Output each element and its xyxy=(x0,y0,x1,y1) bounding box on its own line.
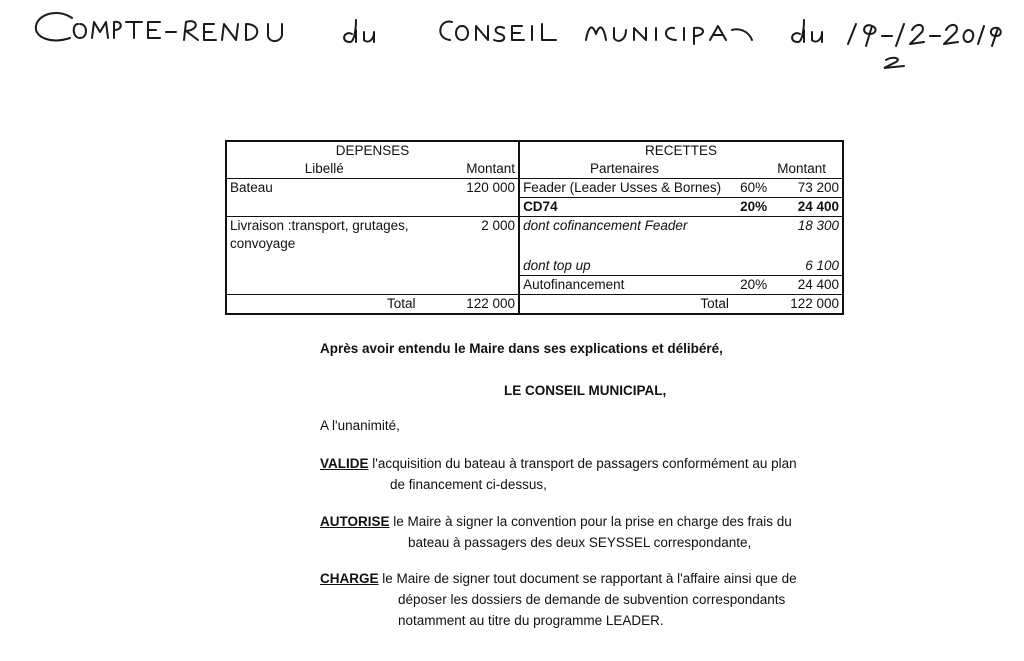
cell-libelle: Livraison :transport, grutages, convoyage xyxy=(226,217,422,276)
cell-pct: 20% xyxy=(729,198,778,217)
charge-line3: notamment au titre du programme LEADER. xyxy=(398,613,664,628)
charge-line1: le Maire de signer tout document se rapportant à l'affaire ainsi que de xyxy=(378,571,797,586)
total-montant-rec: 122 000 xyxy=(778,294,843,314)
cell-montant xyxy=(422,198,520,217)
cell-pct xyxy=(729,235,778,275)
cell-partenaire: dont top up xyxy=(523,257,591,273)
valide-keyword: VALIDE xyxy=(320,456,369,471)
valide-paragraph xyxy=(320,453,843,495)
cell-montant xyxy=(422,275,520,294)
valide-line1: l'acquisition du bateau à transport de passagers conformément au plan xyxy=(368,456,797,471)
cell-montant: 2 000 xyxy=(422,217,520,276)
total-label-rec: Total xyxy=(519,294,729,314)
table-total-row xyxy=(226,294,843,314)
col-montant-dep: Montant xyxy=(422,160,520,179)
council-title: LE CONSEIL MUNICIPAL, xyxy=(504,383,667,398)
cell-montant-rec: 73 200 xyxy=(778,179,843,198)
cell-partenaire: Autofinancement xyxy=(519,275,729,294)
cell-pct xyxy=(729,217,778,236)
autorise-paragraph xyxy=(320,511,843,553)
intro-text: Après avoir entendu le Maire dans ses explications et délibéré, xyxy=(320,341,723,356)
cell-libelle: Bateau xyxy=(226,179,422,198)
unanimity-text: A l'unanimité, xyxy=(320,418,400,433)
cell-pct: 60% xyxy=(729,179,778,198)
cell-partenaire: CD74 xyxy=(519,198,729,217)
table-row xyxy=(226,217,843,236)
table-row xyxy=(226,198,843,217)
cell-libelle xyxy=(226,275,422,294)
cell-pct: 20% xyxy=(729,275,778,294)
autorise-keyword: AUTORISE xyxy=(320,514,390,529)
cell-montant: 120 000 xyxy=(422,179,520,198)
budget-table xyxy=(225,140,844,315)
table-header-row xyxy=(226,141,843,160)
depenses-title: DEPENSES xyxy=(226,141,519,160)
valide-line2: de financement ci-dessus, xyxy=(390,477,547,492)
cell-partenaire: Feader (Leader Usses & Bornes) xyxy=(519,179,729,198)
autorise-line1: le Maire à signer la convention pour la prise en charge des frais du xyxy=(389,514,792,529)
total-label-dep: Total xyxy=(226,294,422,314)
cell-libelle xyxy=(226,198,422,217)
autorise-line2: bateau à passagers des deux SEYSSEL correspondante, xyxy=(408,535,752,550)
charge-paragraph xyxy=(320,568,843,631)
table-row xyxy=(226,275,843,294)
page-number-mark xyxy=(884,58,904,68)
cell-partenaire: dont cofinancement Feader xyxy=(519,217,729,236)
cell-montant-rec: 18 300 xyxy=(778,217,843,236)
col-partenaires: Partenaires xyxy=(589,161,659,176)
cell-montant-rec: 24 400 xyxy=(778,275,843,294)
recettes-title: RECETTES xyxy=(519,141,843,160)
handwritten-heading xyxy=(0,0,1024,80)
cell-montant-rec: 6 100 xyxy=(778,235,843,275)
col-libelle: Libellé xyxy=(226,160,422,179)
charge-line2: déposer les dossiers de demande de subvention correspondants xyxy=(398,592,786,607)
total-montant-dep: 122 000 xyxy=(422,294,520,314)
cell-montant-rec: 24 400 xyxy=(778,198,843,217)
table-subheader-row xyxy=(226,160,843,179)
col-montant-rec: Montant xyxy=(729,160,843,179)
table-row xyxy=(226,179,843,198)
cell-pct xyxy=(729,294,778,314)
charge-keyword: CHARGE xyxy=(320,571,379,586)
